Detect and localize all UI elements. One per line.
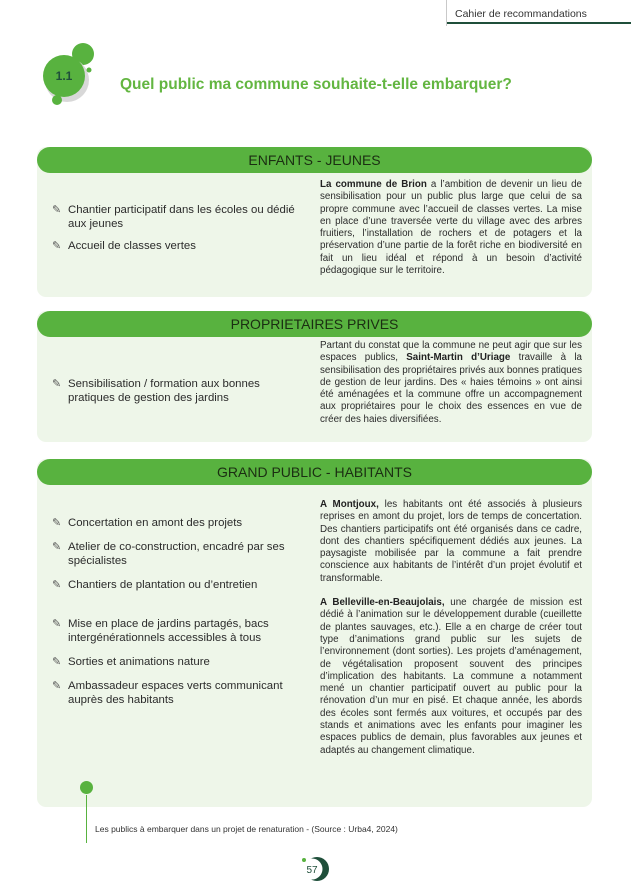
list-item: ✎ Chantiers de plantation ou d’entretien bbox=[52, 579, 258, 591]
example-paragraph: A Belleville-en-Beaujolais, une chargée de mission est dédié à l’animation sur le développement durable (cueillette de plantes sauvages, etc.). Elle a en charge de créer tout type d’animations grand public sur les sujets de l’environnement (dont sorties). Les projets d’aménagement, de végétalisation proposent souvent des principes d’implication des habitants. La commune a notamment mené un chantier participatif ouvert au public pour la rénovation d’un mur en pisé. Et chaque année, les abords des écoles sont fermés aux voitures, et occupés par des stands et animations avec les enfants pour imaginer les espaces publics de demain, plus favorables aux jeunes et adaptés au changement climatique. bbox=[320, 597, 582, 756]
section-badge bbox=[40, 40, 100, 110]
list-item: ✎ Ambassadeur espaces verts communicant auprès des habitants bbox=[52, 680, 283, 706]
section-title: Quel public ma commune souhaite-t-elle embarquer? bbox=[120, 76, 512, 93]
header-tab bbox=[446, 0, 631, 26]
card-title: ENFANTS - JEUNES bbox=[37, 147, 592, 173]
list-item: ✎ Sorties et animations nature bbox=[52, 656, 210, 668]
caption-rule bbox=[86, 795, 87, 843]
pencil-icon: ✎ bbox=[52, 517, 62, 529]
header-rule bbox=[447, 22, 631, 24]
list-item: ✎ Chantier participatif dans les écoles ou dédié aux jeunes bbox=[52, 204, 295, 230]
list-item: ✎ Mise en place de jardins partagés, bacs intergénérationnels accessibles à tous bbox=[52, 618, 269, 644]
card-title: GRAND PUBLIC - HABITANTS bbox=[37, 459, 592, 485]
page-number: 57 bbox=[306, 865, 318, 876]
list-item: ✎ Concertation en amont des projets bbox=[52, 517, 243, 529]
example-column bbox=[320, 499, 582, 757]
bubble-small-icon bbox=[87, 68, 92, 73]
card-proprietaires-prives bbox=[37, 311, 592, 442]
audience-actions bbox=[52, 377, 297, 405]
example-column bbox=[320, 340, 582, 426]
bubble-bottom-icon bbox=[52, 95, 62, 105]
caption-dot bbox=[80, 781, 93, 794]
pencil-icon: ✎ bbox=[52, 618, 62, 630]
pencil-icon: ✎ bbox=[52, 541, 62, 553]
pencil-icon: ✎ bbox=[52, 204, 62, 216]
list-item: ✎ Atelier de co-construction, encadré par ses spécialistes bbox=[52, 541, 285, 567]
example-column bbox=[320, 179, 582, 277]
example-paragraph: Partant du constat que la commune ne peut agir que sur les espaces publics, Saint-Martin d’Uriage travaille à la sensibilisation des propriétaires privés aux bonnes pratiques de gestion de leur jardins. Des « haies témoins » ont ainsi été aménagées et la commune offre un accompagnement aux propriétaires pour le choix des essences en vue de créer des haies diversifiées. bbox=[320, 340, 582, 425]
card-grand-public-habitants bbox=[37, 459, 592, 807]
list-item: ✎ Accueil de classes vertes bbox=[52, 240, 196, 252]
pencil-icon: ✎ bbox=[52, 240, 62, 252]
pencil-icon: ✎ bbox=[52, 378, 62, 390]
pencil-icon: ✎ bbox=[52, 680, 62, 692]
list-item: ✎ Sensibilisation / formation aux bonnes pratiques de gestion des jardins bbox=[52, 378, 260, 404]
pencil-icon: ✎ bbox=[52, 579, 62, 591]
document-title: Cahier de recommandations bbox=[455, 8, 587, 20]
section-number: 1.1 bbox=[55, 69, 73, 83]
card-enfants-jeunes bbox=[37, 147, 592, 297]
example-paragraph: A Montjoux, les habitants ont été associés à plusieurs reprises en amont du projet, lors de temps de concertation. Des chantiers participatifs ont été organisés dans ce cadre, dont des chantiers spécifiquement dédiés aux jeunes. La paysagiste mobilisée par la commune a fait prendre conscience aux habitants de l’intérêt d’un projet évolutif et transformable. bbox=[320, 499, 582, 584]
card-title: PROPRIETAIRES PRIVES bbox=[37, 311, 592, 337]
page-number-dot bbox=[302, 858, 306, 862]
figure-caption: Les publics à embarquer dans un projet de renaturation - (Source : Urba4, 2024) bbox=[95, 824, 398, 834]
audience-actions bbox=[52, 516, 297, 707]
page-number-badge bbox=[300, 855, 332, 883]
pencil-icon: ✎ bbox=[52, 656, 62, 668]
example-paragraph: La commune de Brion a l’ambition de devenir un lieu de sensibilisation pour un public plus large que celui de sa propre commune avec l’accueil de classes vertes. La mise en place d’une traversée verte du village avec des arbres fruitiers, l’installation de rochers et de potagers et la préservation d’une partie de la forêt riche en biodiversité en fait un lieu idéal et répond à un besoin d’activité pédagogique sur le territoire. bbox=[320, 179, 582, 277]
audience-actions bbox=[52, 203, 297, 253]
